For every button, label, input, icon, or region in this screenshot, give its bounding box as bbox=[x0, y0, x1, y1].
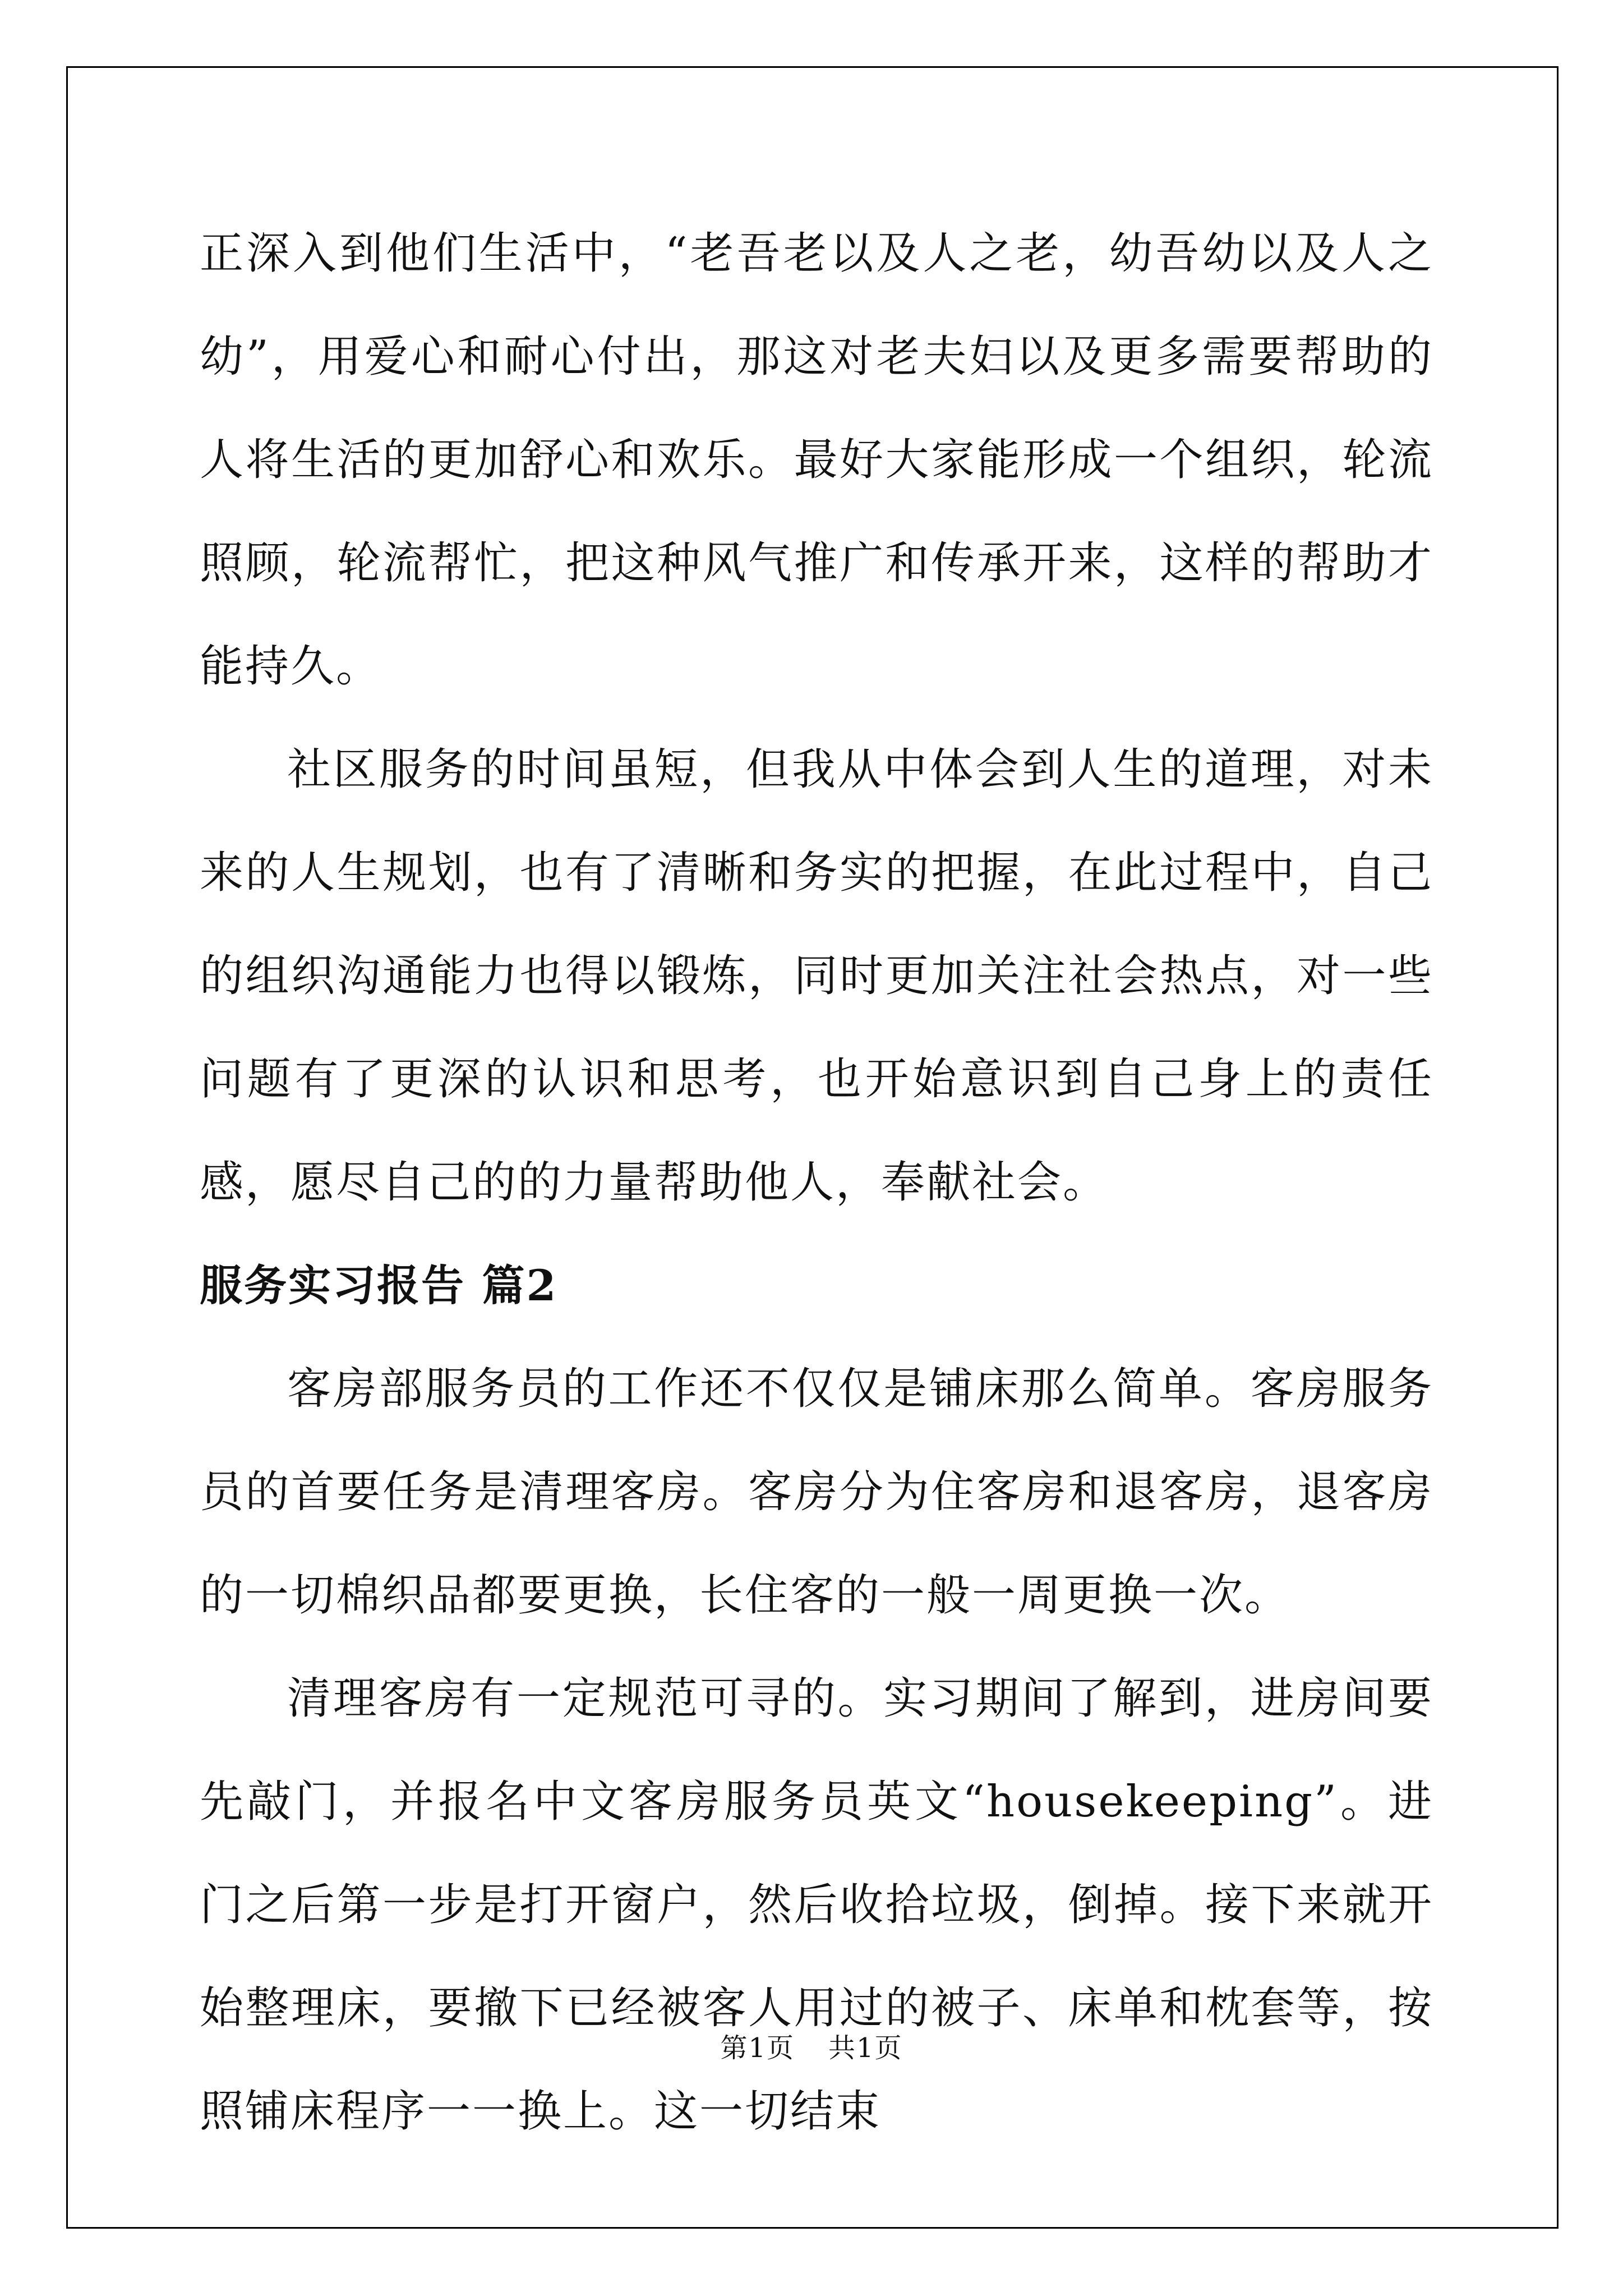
page-total: 共1页 bbox=[828, 2032, 903, 2064]
section-heading: 服务实习报告 篇2 bbox=[200, 1260, 558, 1310]
paragraph-2: 社区服务的时间虽短，但我从中体会到人生的道理，对未来的人生规划，也有了清晰和务实的把握，在此过程中，自己的组织沟通能力也得以锻炼，同时更加关注社会热点，对一些问题有了更深的认识和思考，也开始意识到自己身上的责任感，愿尽自己的的力量帮助他人，奉献社会。 bbox=[200, 744, 1433, 1208]
paragraph-1: 正深入到他们生活中，“老吾老以及人之老，幼吾幼以及人之幼”，用爱心和耐心付出，那这对老夫妇以及更多需要帮助的人将生活的更加舒心和欢乐。最好大家能形成一个组织，轮流照顾，轮流帮忙，把这种风气推广和传承开来，这样的帮助才能持久。 bbox=[200, 228, 1433, 692]
paragraph-3: 客房部服务员的工作还不仅仅是铺床那么简单。客房服务员的首要任务是清理客房。客房分为住客房和退客房，退客房的一切棉织品都要更换，长住客的一般一周更换一次。 bbox=[200, 1364, 1433, 1621]
paragraph-4: 清理客房有一定规范可寻的。实习期间了解到，进房间要先敲门，并报名中文客房服务员英文“housekeeping”。进门之后第一步是打开窗户，然后收拾垃圾，倒掉。接下来就开始整理床，要撤下已经被客人用过的被子、床单和枕套等，按照铺床程序一一换上。这一切结束 bbox=[200, 1673, 1433, 2137]
document-body bbox=[200, 202, 1433, 2163]
page-number: 第1页 bbox=[720, 2032, 795, 2064]
page-footer bbox=[0, 2026, 1623, 2065]
